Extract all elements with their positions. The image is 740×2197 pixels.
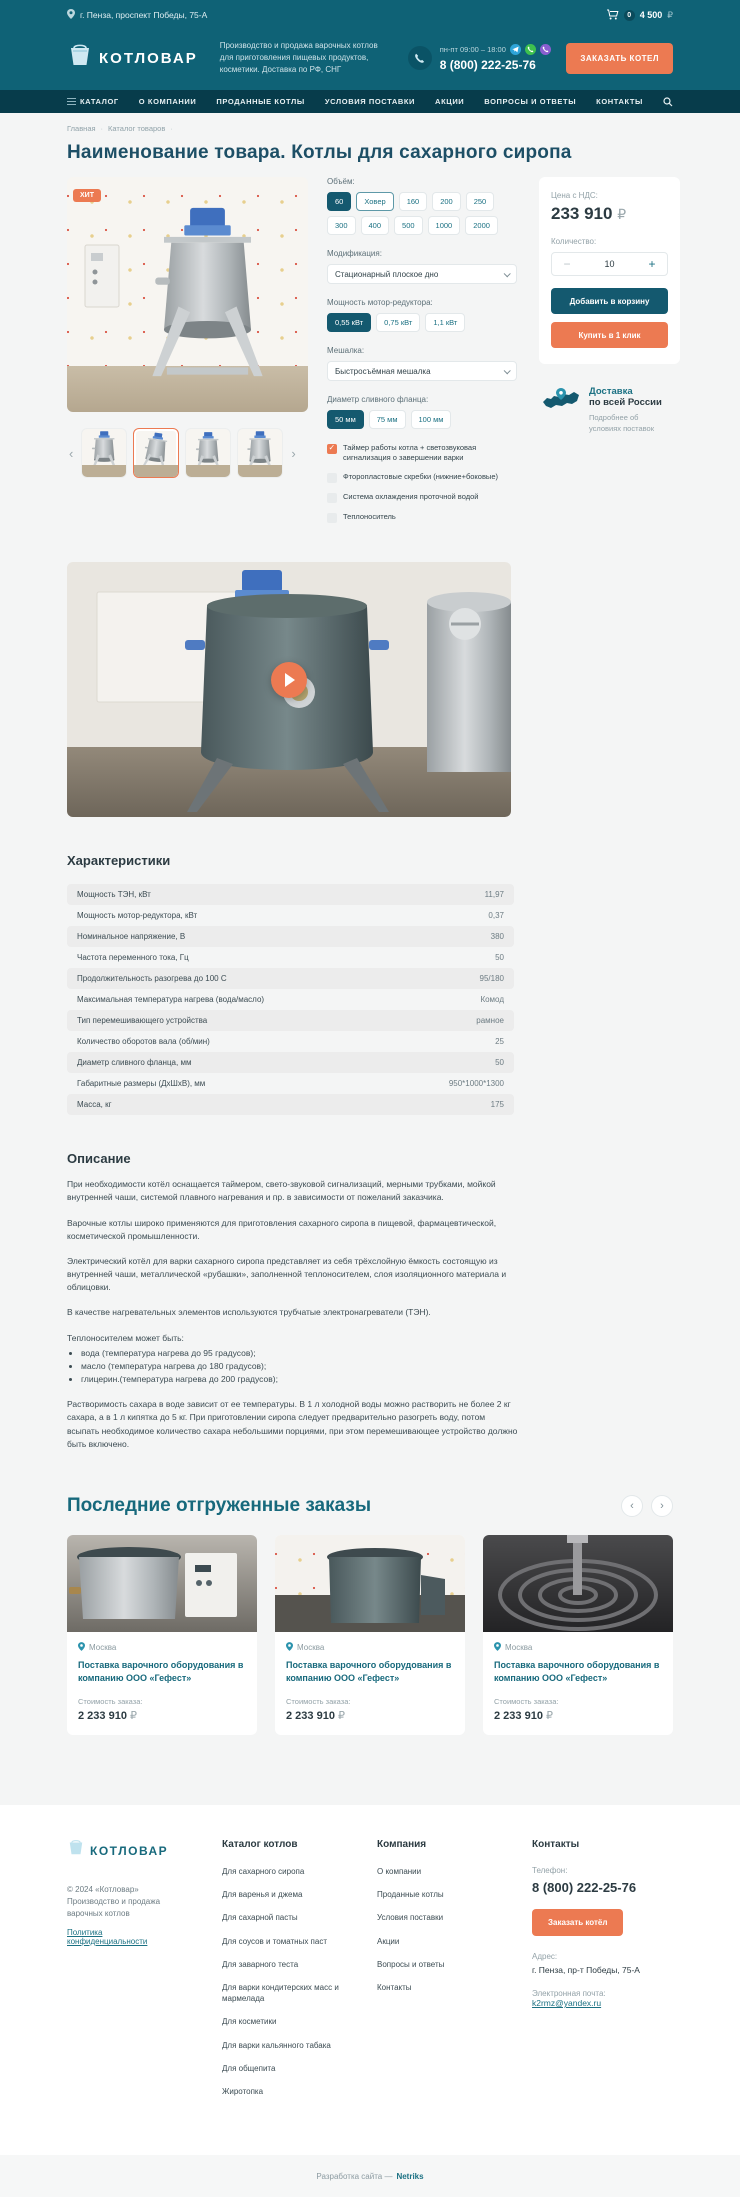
list-item: • вода (температура нагрева до 95 градусов); <box>81 1347 519 1360</box>
cart-widget[interactable] <box>606 9 673 22</box>
dev-credit-link[interactable]: Netriks <box>396 2171 424 2181</box>
whatsapp-icon[interactable] <box>525 44 536 55</box>
volume-option-60[interactable]: 60 <box>327 192 351 211</box>
breadcrumb: Главная · Каталог товаров · <box>67 124 173 133</box>
location-pin-icon <box>67 9 75 21</box>
order-card-image <box>483 1535 673 1632</box>
list-item: • масло (температура нагрева до 180 градусов); <box>81 1360 519 1373</box>
volume-option-1000[interactable]: 1000 <box>428 216 461 235</box>
thumbs-prev-arrow[interactable]: ‹ <box>69 445 74 461</box>
volume-option-160[interactable]: 160 <box>399 192 428 211</box>
flange-label: Диаметр сливного фланца: <box>327 395 429 404</box>
cart-count-badge: 0 <box>624 10 635 21</box>
work-hours: пн-пт 09:00 – 18:00 <box>439 45 506 54</box>
product-video[interactable] <box>67 562 511 817</box>
power-option-055[interactable]: 0,55 кВт <box>327 313 371 332</box>
flange-options <box>327 410 517 429</box>
description-paragraph: Варочные котлы широко применяются для приготовления сахарного сиропа в пищевой, фармацевтической, косметической промышленности. <box>67 1217 497 1241</box>
coolant-list <box>81 1347 519 1387</box>
volume-option-250[interactable]: 250 <box>466 192 495 211</box>
store-address: г. Пенза, проспект Победы, 75-А <box>80 10 208 20</box>
checkbox-unchecked[interactable] <box>327 513 337 523</box>
table-row: Тип перемешивающего устройства рамное <box>67 1010 514 1031</box>
viber-icon[interactable] <box>540 44 551 55</box>
order-card[interactable] <box>67 1535 257 1735</box>
table-row: Мощность ТЭН, кВт 11,97 <box>67 884 514 905</box>
option-timer[interactable]: ✓ Таймер работы котла + светозвуковая сигнализация о завершении варки <box>327 443 517 463</box>
mixer-select[interactable]: Быстросъёмная мешалка <box>327 361 517 381</box>
site-footer <box>0 1805 740 2197</box>
footer-catalog-link[interactable]: Для сахарного сиропа <box>222 1867 305 1877</box>
order-cost: 2 233 910 ₽ <box>494 1710 553 1723</box>
volume-options <box>327 192 517 235</box>
site-header <box>0 30 740 90</box>
chevron-down-icon <box>504 270 511 277</box>
hit-badge: ХИТ <box>73 189 101 202</box>
footer-company-link[interactable]: Контакты <box>377 1983 412 1993</box>
site-logo[interactable] <box>67 43 198 74</box>
list-item: • глицерин.(температура нагрева до 200 градусов); <box>81 1373 519 1386</box>
power-option-075[interactable]: 0,75 кВт <box>376 313 420 332</box>
telegram-icon[interactable] <box>510 44 521 55</box>
breadcrumb-catalog[interactable]: Каталог товаров <box>108 124 166 133</box>
quantity-label: Количество: <box>551 237 597 246</box>
footer-catalog-link[interactable]: Для сахарной пасты <box>222 1913 298 1923</box>
footer-catalog-link[interactable]: Для варки кальянного табака <box>222 2040 331 2050</box>
breadcrumb-home[interactable]: Главная <box>67 124 96 133</box>
cart-total: 4 500 <box>639 10 663 20</box>
price-card <box>539 177 680 364</box>
characteristics-table <box>67 884 514 1115</box>
order-card-image <box>275 1535 465 1632</box>
footer-address: г. Пенза, пр-т Победы, 75-А <box>532 1965 640 1976</box>
footer-company-link[interactable]: Акции <box>377 1936 400 1946</box>
description-paragraph: В качестве нагревательных элементов используются трубчатые электронагреватели (ТЭН). <box>67 1307 431 1318</box>
order-cost: 2 233 910 ₽ <box>286 1710 345 1723</box>
footer-address-label: Адрес: <box>532 1952 558 1962</box>
footer-company-link[interactable]: Вопросы и ответы <box>377 1959 445 1969</box>
power-options <box>327 313 517 332</box>
footer-email-link[interactable]: k2rmz@yandex.ru <box>532 1998 602 2009</box>
location-pin-icon <box>286 1642 293 1653</box>
flange-option-100[interactable]: 100 мм <box>411 410 452 429</box>
cart-total-currency: ₽ <box>667 9 673 20</box>
footer-company-link[interactable]: О компании <box>377 1867 422 1877</box>
thumbs-next-arrow[interactable]: › <box>291 445 296 461</box>
footer-logo-text: КОТЛОВАР <box>90 1843 169 1858</box>
table-row: Продолжительность разогрева до 100 С 95/180 <box>67 968 514 989</box>
table-row: Диаметр сливного фланца, мм 50 <box>67 1052 514 1073</box>
footer-email-label: Электронная почта: <box>532 1989 606 1999</box>
footer-catalog-link[interactable]: Для заварного теста <box>222 1959 299 1969</box>
delivery-title-1: Доставка <box>589 386 633 397</box>
top-bar <box>0 0 740 30</box>
order-city: Москва <box>89 1643 117 1652</box>
nav-delivery-terms[interactable]: УСЛОВИЯ ПОСТАВКИ <box>324 97 416 106</box>
thumbnail-3[interactable] <box>185 428 231 478</box>
order-cost: 2 233 910 ₽ <box>78 1710 137 1723</box>
order-card[interactable] <box>275 1535 465 1735</box>
footer-catalog-link[interactable]: Для варенья и джема <box>222 1890 303 1900</box>
characteristics-heading: Характеристики <box>67 853 171 869</box>
quantity-plus-button[interactable]: + <box>648 257 656 271</box>
footer-catalog-link[interactable]: Жиротопка <box>222 2086 264 2096</box>
order-cost-label: Стоимость заказа: <box>286 1697 351 1707</box>
table-row: Габаритные размеры (ДхШхВ), мм 950*1000*1300 <box>77 1079 504 1089</box>
description-paragraph: При необходимости котёл оснащается таймером, свето-звуковой сигнализаций, мерными трубками, мойкой внутренней чаши, системой плавного нагревания и пр. в зависимости от пожеланий заказчика. <box>67 1179 496 1203</box>
description-paragraph: Электрический котёл для варки сахарного сиропа представляет из себя трёхслойную ёмкость состоящую из внутренней чаши, металлической «рубашки», заполненной теплоносителем, слоя изоляционного материала и облицовки. <box>67 1255 507 1293</box>
footer-catalog-heading: Каталог котлов <box>222 1839 298 1851</box>
description-heading: Описание <box>67 1151 131 1167</box>
kettle-photo-art <box>67 177 308 412</box>
chevron-down-icon <box>504 367 511 374</box>
order-city: Москва <box>505 1643 533 1652</box>
nav-promos[interactable]: АКЦИИ <box>435 97 465 106</box>
flange-option-50[interactable]: 50 мм <box>327 410 364 429</box>
buy-one-click-button[interactable]: Купить в 1 клик <box>551 322 668 348</box>
search-icon[interactable] <box>663 97 673 107</box>
order-card-image <box>67 1535 257 1632</box>
footer-catalog-link[interactable]: Для соусов и томатных паст <box>222 1936 327 1946</box>
option-coolant[interactable]: Теплоноситель <box>327 512 517 523</box>
quantity-minus-button[interactable]: − <box>563 257 571 271</box>
order-card[interactable] <box>483 1535 673 1735</box>
footer-copyright: © 2024 «Котловар» Производство и продажа варочных котлов <box>67 1885 161 1919</box>
header-phone[interactable]: 8 (800) 222-25-76 <box>439 58 536 72</box>
delivery-title-2: по всей России <box>589 397 662 408</box>
bucket-logo-icon <box>67 43 93 74</box>
flange-option-75[interactable]: 75 мм <box>369 410 406 429</box>
header-tagline: Производство и продажа варочных котлов для приготовления пищевых продуктов, косметики. Доставка по РФ, СНГ <box>219 41 378 74</box>
order-title[interactable]: Поставка варочного оборудования в компанию ООО «Гефест» <box>286 1660 452 1684</box>
nav-catalog[interactable]: КАТАЛОГ <box>67 97 119 107</box>
table-row: Максимальная температура нагрева (вода/масло) Комод <box>77 995 504 1005</box>
play-button[interactable] <box>271 662 307 698</box>
location-pin-icon <box>78 1642 85 1653</box>
location-pin-icon <box>494 1642 501 1653</box>
order-kettle-button[interactable]: ЗАКАЗАТЬ КОТЕЛ <box>566 43 673 74</box>
product-main-photo[interactable] <box>67 177 308 412</box>
delivery-info <box>539 386 680 434</box>
thumbnail-2-active[interactable] <box>133 428 179 478</box>
order-title[interactable]: Поставка варочного оборудования в компанию ООО «Гефест» <box>78 1660 244 1684</box>
footer-order-button[interactable]: Заказать котёл <box>532 1909 623 1936</box>
footer-catalog-link[interactable]: Для варки кондитерских масс и мармелада <box>222 1983 339 2004</box>
page-title: Наименование товара. Котлы для сахарного сиропа <box>67 142 572 163</box>
table-row: Масса, кг 175 <box>67 1094 514 1115</box>
modification-label: Модификация: <box>327 249 382 258</box>
orders-next-arrow[interactable]: › <box>651 1495 673 1517</box>
footer-company-link[interactable]: Условия поставки <box>377 1913 444 1923</box>
footer-phone-label: Телефон: <box>532 1866 568 1876</box>
price-value: 233 910 ₽ <box>551 204 627 223</box>
footer-company-heading: Компания <box>377 1839 427 1851</box>
volume-option-2000[interactable]: 2000 <box>465 216 498 235</box>
checkbox-unchecked[interactable] <box>327 493 337 503</box>
nav-faq[interactable]: ВОПРОСЫ И ОТВЕТЫ <box>484 97 577 106</box>
delivery-terms-link[interactable]: Подробнее об условиях поставок <box>589 413 654 433</box>
power-option-11[interactable]: 1,1 кВт <box>425 313 465 332</box>
volume-label: Объём: <box>327 177 355 186</box>
price-label: Цена с НДС: <box>551 191 598 200</box>
modification-select[interactable]: Стационарный плоское дно <box>327 264 517 284</box>
option-scrapers[interactable]: Фторопластовые скребки (нижние+боковые) <box>327 472 517 483</box>
order-city: Москва <box>297 1643 325 1652</box>
footer-company-link[interactable]: Проданные котлы <box>377 1890 444 1900</box>
footer-logo[interactable] <box>67 1839 222 1862</box>
thumbnail-1[interactable] <box>81 428 127 478</box>
nav-about[interactable]: О КОМПАНИИ <box>138 97 197 106</box>
quantity-input[interactable] <box>582 259 637 269</box>
table-row: Мощность мотор-редуктора, кВт 0,37 <box>77 911 504 921</box>
table-row: Номинальное напряжение, В 380 <box>67 926 514 947</box>
table-row: Количество оборотов вала (об/мин) 25 <box>77 1037 504 1047</box>
quantity-stepper <box>551 252 668 276</box>
description-list-intro: Теплоносителем может быть: <box>67 1332 184 1343</box>
volume-option-400[interactable]: 400 <box>361 216 390 235</box>
option-cooling[interactable]: Система охлаждения проточной водой <box>327 492 517 503</box>
power-label: Мощность мотор-редуктора: <box>327 298 433 307</box>
checkbox-checked[interactable] <box>327 444 337 454</box>
phone-icon <box>408 46 432 70</box>
russia-map-icon <box>541 386 581 434</box>
order-cost-label: Стоимость заказа: <box>494 1697 559 1707</box>
footer-contacts-heading: Контакты <box>532 1839 580 1851</box>
mixer-label: Мешалка: <box>327 346 365 355</box>
orders-heading: Последние отгруженные заказы <box>67 1495 372 1516</box>
privacy-policy-link[interactable]: Политика конфиденциальности <box>67 1928 148 1947</box>
volume-option-hover[interactable]: Ховер <box>356 192 393 211</box>
add-to-cart-button[interactable]: Добавить в корзину <box>551 288 668 314</box>
thumbnail-4[interactable] <box>237 428 283 478</box>
table-row: Частота переменного тока, Гц 50 <box>77 953 504 963</box>
volume-option-200[interactable]: 200 <box>432 192 461 211</box>
nav-sold-kettles[interactable]: ПРОДАННЫЕ КОТЛЫ <box>216 97 305 106</box>
footer-catalog-link[interactable]: Для общепита <box>222 2063 276 2073</box>
footer-phone[interactable]: 8 (800) 222-25-76 <box>532 1880 637 1896</box>
hamburger-icon <box>67 97 76 107</box>
nav-contacts[interactable]: КОНТАКТЫ <box>596 97 643 106</box>
volume-option-500[interactable]: 500 <box>394 216 423 235</box>
cart-icon[interactable] <box>606 9 619 22</box>
bucket-logo-icon <box>67 1839 85 1862</box>
order-title[interactable]: Поставка варочного оборудования в компанию ООО «Гефест» <box>494 1660 660 1684</box>
volume-option-300[interactable]: 300 <box>327 216 356 235</box>
main-nav <box>0 90 740 113</box>
description-paragraph: Растворимость сахара в воде зависит от ее температуры. В 1 л холодной воды можно растворить не более 2 кг сахара, а в 1 л кипятка до 5 кг. При приготовлении сиропа следует предварительно разогреть воду, потом всыпать необходимое количество сахара небольшими порциями, при этом перемешивающее устройство должно быть включено. <box>67 1399 518 1449</box>
checkbox-unchecked[interactable] <box>327 473 337 483</box>
footer-catalog-link[interactable]: Для косметики <box>222 2017 277 2027</box>
orders-prev-arrow[interactable]: ‹ <box>621 1495 643 1517</box>
order-cost-label: Стоимость заказа: <box>78 1697 143 1707</box>
logo-text: КОТЛОВАР <box>99 49 198 67</box>
dev-credit-label: Разработка сайта — <box>316 2171 393 2181</box>
